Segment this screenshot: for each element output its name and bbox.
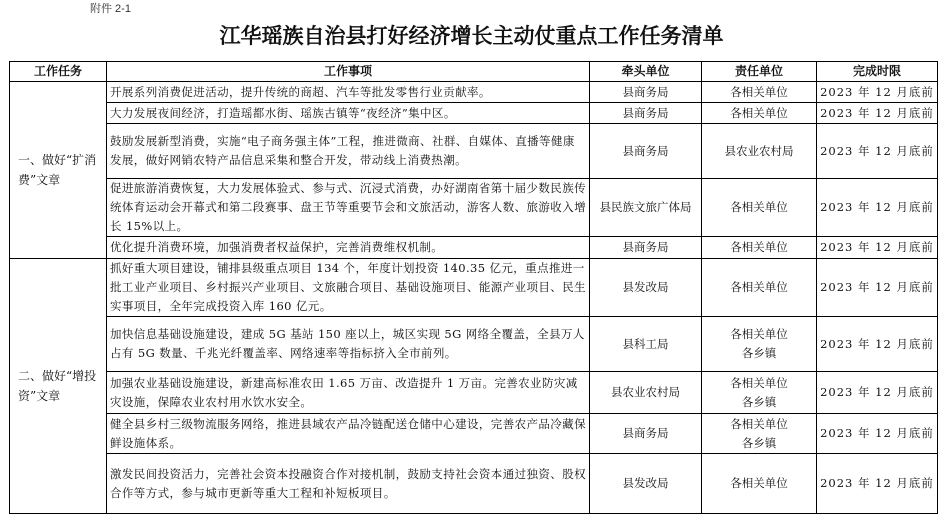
deadline-cell: 2023 年 12 月底前 [817,259,938,317]
table-row [10,179,938,237]
item-cell: 鼓励发展新型消费，实施“电子商务强主体”工程，推进微商、社群、自媒体、直播等健康发展，做好网销农特产品信息采集和整合开发，带动线上消费热潮。 [107,124,590,179]
responsible-unit-cell: 县农业农村局 [702,124,817,179]
responsible-unit-cell: 各相关单位 [702,454,817,514]
task-cell: 一、做好“扩消费”文章 [10,82,107,259]
deadline-cell: 2023 年 12 月底前 [817,454,938,514]
responsible-unit-cell: 各相关单位 各乡镇 [702,414,817,454]
table-row [10,103,938,124]
deadline-cell: 2023 年 12 月底前 [817,82,938,103]
responsible-unit-cell: 各相关单位 [702,103,817,124]
header-task: 工作任务 [10,62,107,82]
item-cell: 开展系列消费促进活动，提升传统的商超、汽车等批发零售行业贡献率。 [107,82,590,103]
responsible-unit-cell: 各相关单位 各乡镇 [702,317,817,372]
responsible-unit-cell: 各相关单位 [702,179,817,237]
deadline-cell: 2023 年 12 月底前 [817,372,938,414]
deadline-cell: 2023 年 12 月底前 [817,179,938,237]
lead-unit-cell: 县商务局 [590,237,702,259]
lead-unit-cell: 县商务局 [590,414,702,454]
table-row [10,259,938,317]
header-responsible-unit: 责任单位 [702,62,817,82]
document-title: 江华瑶族自治县打好经济增长主动仗重点工作任务清单 [219,24,724,48]
task-cell: 二、做好“增投资”文章 [10,259,107,514]
responsible-unit-cell: 各相关单位 [702,237,817,259]
deadline-cell: 2023 年 12 月底前 [817,317,938,372]
table-row [10,124,938,179]
table-row [10,414,938,454]
item-cell: 加强农业基础设施建设，新建高标准农田 1.65 万亩、改造提升 1 万亩。完善农业防灾减灾设施，保障农业农村用水饮水安全。 [107,372,590,414]
deadline-cell: 2023 年 12 月底前 [817,237,938,259]
lead-unit-cell: 县商务局 [590,82,702,103]
header-lead-unit: 牵头单位 [590,62,702,82]
table-row [10,454,938,514]
table-header-row [10,62,938,82]
item-cell: 健全县乡村三级物流服务网络，推进县域农产品冷链配送仓储中心建设，完善农产品冷藏保鲜设施体系。 [107,414,590,454]
lead-unit-cell: 县发改局 [590,454,702,514]
item-cell: 大力发展夜间经济，打造瑶都水街、瑶族古镇等“夜经济”集中区。 [107,103,590,124]
lead-unit-cell: 县农业农村局 [590,372,702,414]
header-item: 工作事项 [107,62,590,82]
lead-unit-cell: 县民族文旅广体局 [590,179,702,237]
lead-unit-cell: 县商务局 [590,124,702,179]
attachment-label: 附件 2-1 [90,3,131,15]
item-cell: 优化提升消费环境，加强消费者权益保护，完善消费维权机制。 [107,237,590,259]
responsible-unit-cell: 各相关单位 [702,259,817,317]
table-row [10,237,938,259]
table-row [10,82,938,103]
task-table [9,61,938,514]
lead-unit-cell: 县科工局 [590,317,702,372]
deadline-cell: 2023 年 12 月底前 [817,414,938,454]
lead-unit-cell: 县商务局 [590,103,702,124]
deadline-cell: 2023 年 12 月底前 [817,103,938,124]
responsible-unit-cell: 各相关单位 各乡镇 [702,372,817,414]
responsible-unit-cell: 各相关单位 [702,82,817,103]
item-cell: 抓好重大项目建设，铺排县级重点项目 134 个，年度计划投资 140.35 亿元，重点推进一批工业产业项目、乡村振兴产业项目、文旅融合项目、基础设施项目、能源产业项目、民生实事项目，全年完成投资入库 160 亿元。 [107,259,590,317]
header-deadline: 完成时限 [817,62,938,82]
item-cell: 加快信息基础设施建设，建成 5G 基站 150 座以上，城区实现 5G 网络全覆盖，全县万人占有 5G 数量、千兆光纤覆盖率、网络速率等指标挤入全市前列。 [107,317,590,372]
item-cell: 激发民间投资活力，完善社会资本投融资合作对接机制，鼓励支持社会资本通过独资、股权合作等方式，参与城市更新等重大工程和补短板项目。 [107,454,590,514]
table-row [10,317,938,372]
table-row [10,372,938,414]
lead-unit-cell: 县发改局 [590,259,702,317]
deadline-cell: 2023 年 12 月底前 [817,124,938,179]
item-cell: 促进旅游消费恢复，大力发展体验式、参与式、沉浸式消费，办好湖南省第十届少数民族传统体育运动会开幕式和第二段赛事、盘王节等重要节会和文旅活动，游客人数、旅游收入增长 15%以上。 [107,179,590,237]
